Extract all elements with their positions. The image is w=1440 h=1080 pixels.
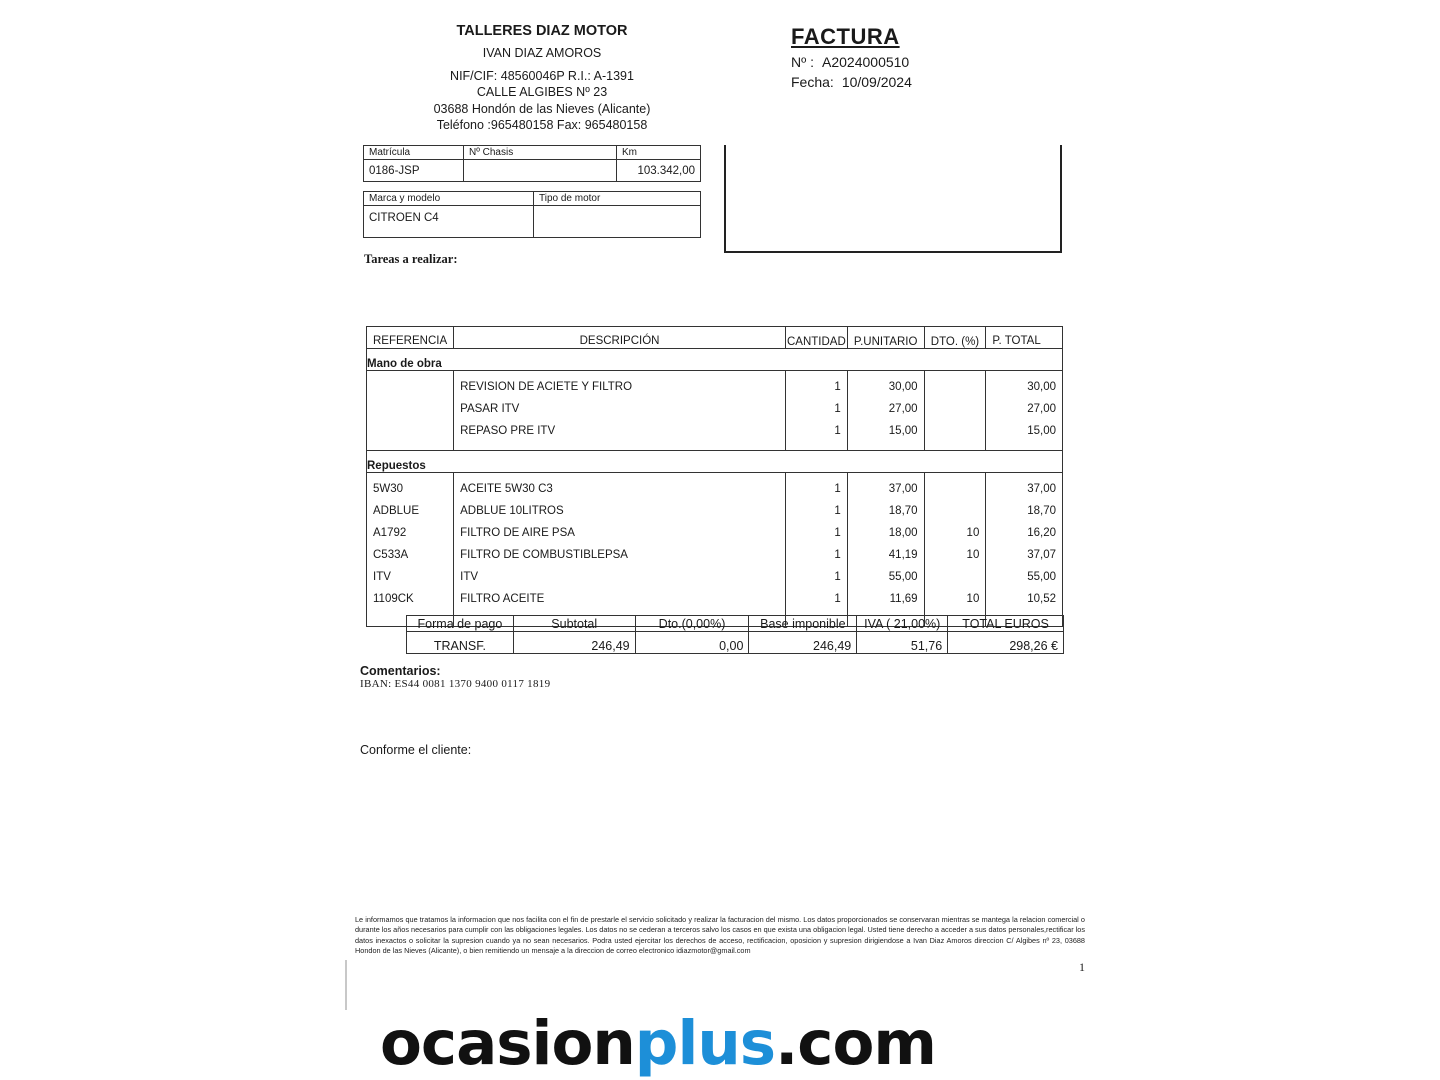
line-qty: 1 [785,371,847,393]
totals-header-row [407,616,1064,632]
line-qty: 1 [785,415,847,437]
line-unit-price: 37,00 [847,473,924,495]
header-desc: DESCRIPCIÓN [454,327,786,349]
line-qty: 1 [785,539,847,561]
line-ref [367,415,454,437]
line-desc: REVISION DE ACIETE Y FILTRO [454,371,786,393]
company-owner: IVAN DIAZ AMOROS [482,45,602,60]
line-desc: ACEITE 5W30 C3 [454,473,786,495]
customer-box [724,145,1062,253]
subtotal-value: 246,49 [513,632,635,654]
invoice-number-row [791,54,912,70]
total-label: TOTAL EUROS [948,616,1064,632]
line-discount [924,473,986,495]
totals-table [406,615,1064,654]
line-qty: 1 [785,517,847,539]
invoice-number: A2024000510 [822,54,910,70]
line-total: 30,00 [986,371,1063,393]
line-desc: ADBLUE 10LITROS [454,495,786,517]
iva-label: IVA ( 21,00%) [857,616,948,632]
logo-part-com: .com [775,1008,936,1079]
base-value: 246,49 [749,632,857,654]
line-row [367,583,1063,605]
line-qty: 1 [785,561,847,583]
header-qty: CANTIDAD [785,327,847,349]
lines-header-row [367,327,1063,349]
km-label: Km [617,146,701,160]
line-qty: 1 [785,583,847,605]
line-unit-price: 18,00 [847,517,924,539]
client-conformity-label: Conforme el cliente: [360,743,472,757]
line-desc: FILTRO DE AIRE PSA [454,517,786,539]
engine-label: Tipo de motor [534,192,701,206]
line-desc: ITV [454,561,786,583]
line-desc: REPASO PRE ITV [454,415,786,437]
company-name: TALLERES DIAZ MOTOR [456,23,628,39]
model-value: CITROEN C4 [364,206,534,238]
header-unit: P.UNITARIO [847,327,924,349]
line-total: 10,52 [986,583,1063,605]
legal-notice: Le informamos que tratamos la informacion que nos facilita con el fin de prestarle el servicio solicitado y realizar la facturacion del mismo. Los datos proporcionados se conservaran mientras se mantega la relacion comercial o durante los años necesarios para cumplir con las obligaciones legales. Los datos no se cederan a terceros salvo los casos en que exista una obligacion legal. Usted tiene derecho a acceder a sus datos personales,rectificar los datos inexactos o solicitar la supresion cuando ya no sean necesarios. Podra usted ejercitar los derechos de acceso, rectificacion, oposicion y supresion dirigiendose a Ivan Diaz Amoros direccion C/ Algibes nº 23, 03688 Hondon de las Nieves (Alicante), o bien remitiendo un mensaje a la direccion de correo electronico idiazmotor@gmail.com [355,915,1085,955]
company-header [400,24,684,133]
payment-label: Forma de pago [407,616,514,632]
scan-artifact [345,960,347,1010]
labor-title: Mano de obra [367,349,1063,371]
line-desc: FILTRO ACEITE [454,583,786,605]
line-ref [367,393,454,415]
invoice-date-label: Fecha: [791,74,834,90]
parts-title: Repuestos [367,451,1063,473]
line-row [367,539,1063,561]
line-discount [924,495,986,517]
line-discount [924,415,986,437]
line-qty: 1 [785,473,847,495]
line-qty: 1 [785,393,847,415]
spacer-cell [785,437,847,451]
labor-section [367,349,1063,371]
vehicle-model-table [363,191,701,238]
spacer-cell [986,437,1063,451]
line-discount [924,561,986,583]
line-ref: 1109CK [367,583,454,605]
line-row [367,495,1063,517]
subtotal-label: Subtotal [513,616,635,632]
invoice-header [791,24,912,90]
discount-value: 0,00 [635,632,749,654]
line-row [367,517,1063,539]
line-total: 27,00 [986,393,1063,415]
iva-value: 51,76 [857,632,948,654]
line-total: 15,00 [986,415,1063,437]
line-ref: 5W30 [367,473,454,495]
labor-spacer-row [367,437,1063,451]
parts-section [367,451,1063,473]
header-dto: DTO. (%) [924,327,986,349]
vehicle-table [363,145,701,182]
comments-label: Comentarios: [360,664,441,678]
line-unit-price: 55,00 [847,561,924,583]
line-total: 55,00 [986,561,1063,583]
line-unit-price: 11,69 [847,583,924,605]
company-city: 03688 Hondón de las Nieves (Alicante) [433,102,651,116]
payment-value: TRANSF. [407,632,514,654]
line-total: 16,20 [986,517,1063,539]
ocasionplus-logo [380,1006,936,1080]
plate-value: 0186-JSP [364,160,464,182]
totals-value-row [407,632,1064,654]
spacer-cell [367,437,454,451]
spacer-cell [454,437,786,451]
line-discount [924,371,986,393]
logo-part-ocasion: ocasion [380,1008,635,1079]
line-desc: PASAR ITV [454,393,786,415]
line-desc: FILTRO DE COMBUSTIBLEPSA [454,539,786,561]
chassis-value [464,160,617,182]
header-total: P. TOTAL [986,327,1063,349]
line-ref: C533A [367,539,454,561]
line-discount [924,393,986,415]
invoice-number-label: Nº : [791,54,815,70]
chassis-label: Nº Chasis [464,146,617,160]
invoice-date-row [791,74,912,90]
line-total: 37,07 [986,539,1063,561]
line-ref: A1792 [367,517,454,539]
line-discount: 10 [924,517,986,539]
base-label: Base imponible [749,616,857,632]
line-row [367,473,1063,495]
logo-part-plus: plus [634,1008,776,1079]
page-number: 1 [1079,960,1085,974]
line-unit-price: 18,70 [847,495,924,517]
line-row [367,561,1063,583]
line-ref [367,371,454,393]
tasks-label: Tareas a realizar: [364,252,458,266]
total-value: 298,26 € [948,632,1064,654]
line-total: 37,00 [986,473,1063,495]
line-row [367,415,1063,437]
line-ref: ITV [367,561,454,583]
company-nif: NIF/CIF: 48560046P R.I.: A-1391 [450,69,634,83]
line-row [367,371,1063,393]
model-label: Marca y modelo [364,192,534,206]
invoice-date: 10/09/2024 [841,74,912,90]
plate-label: Matrícula [364,146,464,160]
line-ref: ADBLUE [367,495,454,517]
line-unit-price: 41,19 [847,539,924,561]
line-unit-price: 30,00 [847,371,924,393]
iban-text: IBAN: ES44 0081 1370 9400 0117 1819 [360,678,551,690]
discount-label: Dto.(0,00%) [635,616,749,632]
line-discount: 10 [924,583,986,605]
spacer-cell [924,437,986,451]
line-qty: 1 [785,495,847,517]
line-total: 18,70 [986,495,1063,517]
line-row [367,393,1063,415]
invoice-title: FACTURA [791,24,900,49]
company-address: CALLE ALGIBES Nº 23 [476,84,608,99]
spacer-cell [847,437,924,451]
line-discount: 10 [924,539,986,561]
invoice-lines [366,326,1063,627]
line-unit-price: 27,00 [847,393,924,415]
engine-value [534,206,701,238]
company-phone: Teléfono :965480158 Fax: 965480158 [436,117,648,132]
km-value: 103.342,00 [617,160,701,182]
line-unit-price: 15,00 [847,415,924,437]
header-ref: REFERENCIA [367,327,454,349]
